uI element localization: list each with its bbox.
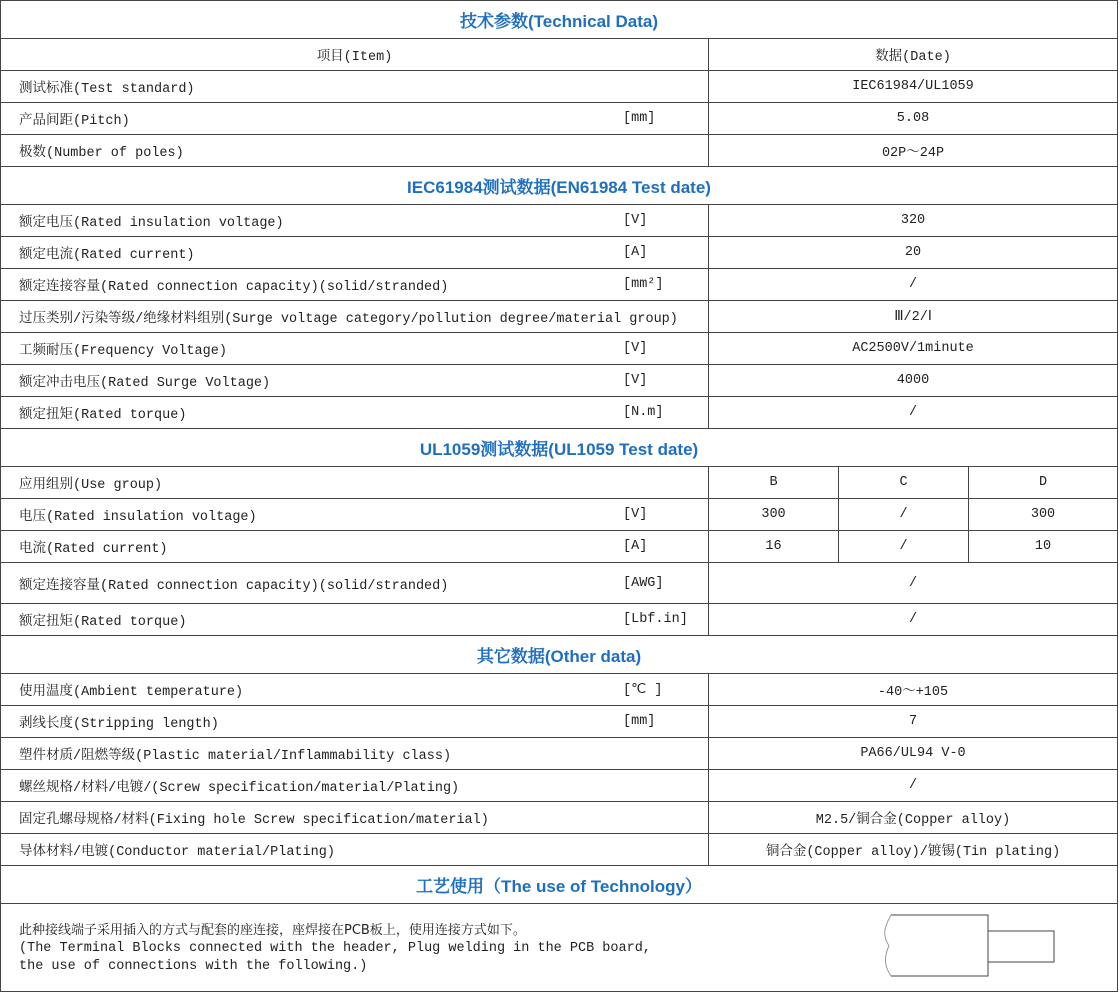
row-value: 5.08	[708, 103, 1117, 134]
group-d-value: 10	[968, 531, 1117, 562]
group-c-value: /	[838, 531, 968, 562]
table-row	[0, 205, 1118, 237]
table-row	[0, 563, 1118, 604]
row-label: 剥线长度(Stripping length)	[19, 717, 219, 732]
group-c-value: /	[838, 499, 968, 530]
row-label: 额定电流(Rated current)	[19, 248, 195, 263]
table-row	[0, 365, 1118, 397]
row-label: 产品间距(Pitch)	[19, 114, 130, 129]
row-unit: [mm]	[623, 714, 656, 729]
table-row	[0, 674, 1118, 706]
table-row	[0, 706, 1118, 738]
row-label: 测试标准(Test standard)	[19, 82, 195, 97]
row-value: Ⅲ/2/Ⅰ	[708, 301, 1117, 332]
row-value: 铜合金(Copper alloy)/镀锡(Tin plating)	[708, 834, 1117, 865]
table-row	[0, 103, 1118, 135]
row-value: 4000	[708, 365, 1117, 396]
row-label: 电压(Rated insulation voltage)	[19, 510, 257, 525]
row-value: PA66/UL94 V-0	[708, 738, 1117, 769]
group-b-value: 16	[708, 531, 838, 562]
row-value: /	[708, 604, 1117, 635]
row-unit: [V]	[623, 341, 648, 356]
section-title-technology: 工艺使用（The use of Technology）	[0, 866, 1118, 904]
row-label: 应用组别(Use group)	[19, 478, 163, 493]
row-label: 额定冲击电压(Rated Surge Voltage)	[19, 376, 271, 391]
table-row	[0, 834, 1118, 866]
table-row	[0, 269, 1118, 301]
table-row	[0, 397, 1118, 429]
technology-text-en-1: (The Terminal Blocks connected with the header, Plug welding in the PCB board,	[19, 941, 651, 956]
column-header-row	[0, 39, 1118, 71]
technology-description	[19, 922, 651, 976]
header-outline	[988, 931, 1054, 962]
row-label: 额定扭矩(Rated torque)	[19, 408, 187, 423]
row-label: 电流(Rated current)	[19, 542, 168, 557]
section-title-iec: IEC61984测试数据(EN61984 Test date)	[0, 167, 1118, 205]
section-title-technical: 技术参数(Technical Data)	[0, 0, 1118, 39]
row-unit: [A]	[623, 245, 648, 260]
row-label: 极数(Number of poles)	[19, 146, 184, 161]
row-label: 导体材料/电镀(Conductor material/Plating)	[19, 845, 335, 860]
row-unit: [℃ ]	[623, 683, 663, 698]
row-value: IEC61984/UL1059	[708, 71, 1117, 102]
group-b-header: B	[708, 467, 838, 498]
item-column-header: 项目(Item)	[316, 50, 393, 65]
table-row	[0, 770, 1118, 802]
table-row	[0, 531, 1118, 563]
row-unit: [mm²]	[623, 277, 664, 292]
section-title-ul: UL1059测试数据(UL1059 Test date)	[0, 429, 1118, 467]
row-unit: [AWG]	[623, 575, 664, 591]
group-d-value: 300	[968, 499, 1117, 530]
connection-diagram	[881, 914, 1061, 980]
row-label: 塑件材质/阻燃等级(Plastic material/Inflammability class)	[19, 749, 452, 764]
row-value: M2.5/铜合金(Copper alloy)	[708, 802, 1117, 833]
row-label: 过压类别/污染等级/绝缘材料组别(Surge voltage category/pollution degree/material group)	[19, 312, 678, 327]
row-unit: [A]	[623, 539, 648, 554]
row-unit: [Lbf.in]	[623, 612, 688, 627]
row-label: 额定扭矩(Rated torque)	[19, 615, 187, 630]
row-value: /	[708, 397, 1117, 428]
row-value: -40～+105	[708, 674, 1117, 705]
section-title-other: 其它数据(Other data)	[0, 636, 1118, 674]
row-value: 02P～24P	[708, 135, 1117, 166]
row-value: 20	[708, 237, 1117, 268]
table-row	[0, 71, 1118, 103]
group-b-value: 300	[708, 499, 838, 530]
technology-panel	[0, 904, 1118, 992]
row-value: AC2500V/1minute	[708, 333, 1117, 364]
row-value: /	[708, 563, 1117, 603]
technology-text-cn: 此种接线端子采用插入的方式与配套的座连接，座焊接在PCB板上，使用连接方式如下。	[19, 923, 526, 938]
row-label: 固定孔螺母规格/材料(Fixing hole Screw specification/material)	[19, 813, 489, 828]
table-row	[0, 237, 1118, 269]
group-d-header: D	[968, 467, 1117, 498]
row-label: 工频耐压(Frequency Voltage)	[19, 344, 227, 359]
table-row	[0, 135, 1118, 167]
table-row	[0, 738, 1118, 770]
row-value: 7	[708, 706, 1117, 737]
group-c-header: C	[838, 467, 968, 498]
row-label: 螺丝规格/材料/电镀/(Screw specification/material/Plating)	[19, 781, 460, 796]
row-unit: [V]	[623, 373, 648, 388]
row-value: /	[708, 269, 1117, 300]
row-unit: [mm]	[623, 111, 656, 126]
plug-break-line	[885, 915, 891, 976]
row-label: 使用温度(Ambient temperature)	[19, 685, 244, 700]
table-row	[0, 467, 1118, 499]
data-column-header: 数据(Date)	[708, 39, 1117, 70]
row-unit: [V]	[623, 507, 648, 522]
row-value: 320	[708, 205, 1117, 236]
row-value: /	[708, 770, 1117, 801]
row-unit: [V]	[623, 213, 648, 228]
row-label: 额定电压(Rated insulation voltage)	[19, 216, 284, 231]
row-label: 额定连接容量(Rated connection capacity)(solid/stranded)	[19, 578, 449, 594]
table-row	[0, 802, 1118, 834]
plug-outline	[891, 915, 988, 976]
table-row	[0, 604, 1118, 636]
table-row	[0, 301, 1118, 333]
table-row	[0, 333, 1118, 365]
technology-text-en-2: the use of connections with the following.)	[19, 959, 368, 974]
row-unit: [N.m]	[623, 405, 664, 420]
table-row	[0, 499, 1118, 531]
row-label: 额定连接容量(Rated connection capacity)(solid/stranded)	[19, 280, 449, 295]
